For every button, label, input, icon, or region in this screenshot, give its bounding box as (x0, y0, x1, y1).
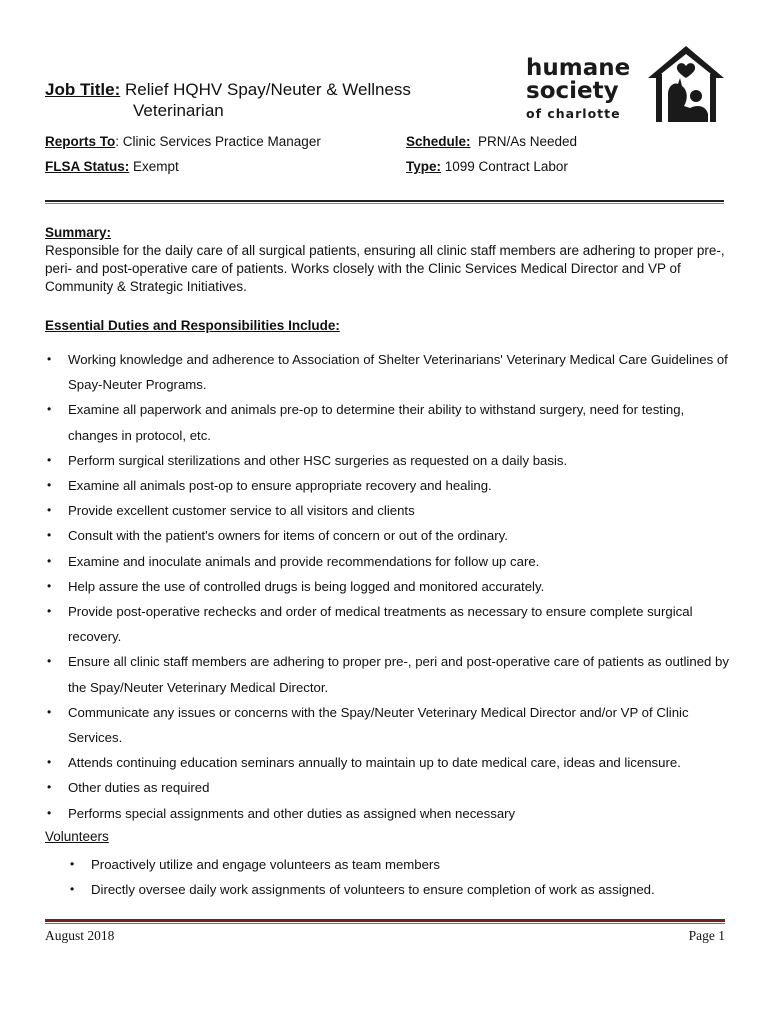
footer-divider (45, 919, 725, 922)
list-item: • Working knowledge and adherence to Association of Shelter Veterinarians' Veterinary Medical Care Guidelines of Spay-Neuter Programs. (45, 347, 735, 397)
list-item: • Examine and inoculate animals and provide recommendations for follow up care. (45, 549, 735, 574)
employment-type (406, 159, 568, 175)
flsa-status-value: Exempt (129, 159, 179, 174)
humane-society-logo (526, 44, 730, 124)
flsa-status-label: FLSA Status: (45, 159, 130, 174)
page-number: Page 1 (688, 928, 725, 943)
footer-divider-thin (45, 923, 725, 924)
list-item: • Examine all paperwork and animals pre-op to determine their ability to withstand surgery, need for testing, changes in protocol, etc. (45, 397, 735, 447)
employment-type-label: Type: (406, 159, 442, 174)
summary-heading: Summary: (45, 225, 112, 240)
list-item: • Proactively utilize and engage volunteers as team members (68, 852, 728, 877)
reports-to (45, 134, 321, 150)
list-item: • Examine all animals post-op to ensure appropriate recovery and healing. (45, 473, 735, 498)
reports-to-value: : Clinic Services Practice Manager (115, 134, 321, 149)
list-item: • Provide post-operative rechecks and order of medical treatments as necessary to ensure complete surgical recovery. (45, 599, 735, 649)
list-item: • Attends continuing education seminars annually to maintain up to date medical care, ideas and licensure. (45, 750, 735, 775)
job-title-label: Job Title: (45, 80, 121, 99)
duties-heading: Essential Duties and Responsibilities Include: (45, 318, 340, 333)
list-item: • Consult with the patient's owners for items of concern or out of the ordinary. (45, 523, 735, 548)
header-divider (45, 200, 724, 202)
duties-list (45, 347, 735, 826)
summary-text: Responsible for the daily care of all surgical patients, ensuring all clinic staff members are adhering to proper pre-, peri- and post-operative care of patients. Works closely with the Clinic Services Medical Director and VP of Community & Strategic Initiatives. (45, 243, 725, 294)
schedule-value: PRN/As Needed (470, 134, 578, 149)
list-item: • Performs special assignments and other duties as assigned when necessary (45, 801, 735, 826)
list-item: • Help assure the use of controlled drugs is being logged and monitored accurately. (45, 574, 735, 599)
job-title (45, 79, 465, 121)
volunteers-heading: Volunteers (45, 829, 109, 844)
job-title-value: Relief HQHV Spay/Neuter & Wellness (120, 80, 411, 99)
employment-type-value: 1099 Contract Labor (441, 159, 568, 174)
logo-word-humane: humane (526, 55, 631, 81)
list-item: • Ensure all clinic staff members are adhering to proper pre-, peri and post-operative care of patients as outlined by the Spay/Neuter Veterinary Medical Director. (45, 649, 735, 699)
schedule (406, 134, 577, 150)
footer-date: August 2018 (45, 928, 115, 943)
volunteers-list (68, 852, 728, 902)
list-item: • Perform surgical sterilizations and other HSC surgeries as requested on a daily basis. (45, 448, 735, 473)
schedule-label: Schedule: (406, 134, 471, 149)
list-item: • Provide excellent customer service to all visitors and clients (45, 498, 735, 523)
logo-word-society: society (526, 78, 619, 104)
header-divider-shadow (45, 203, 724, 204)
logo-word-of-charlotte: of charlotte (526, 106, 621, 121)
list-item: • Directly oversee daily work assignments of volunteers to ensure completion of work as assigned. (68, 877, 728, 902)
flsa-status (45, 159, 179, 175)
house-pets-icon (646, 44, 726, 124)
reports-to-label: Reports To (45, 134, 116, 149)
list-item: • Communicate any issues or concerns with the Spay/Neuter Veterinary Medical Director and/or VP of Clinic Services. (45, 700, 735, 750)
job-title-line2: Veterinarian (133, 101, 224, 120)
list-item: • Other duties as required (45, 775, 735, 800)
job-title-line1 (45, 79, 465, 100)
